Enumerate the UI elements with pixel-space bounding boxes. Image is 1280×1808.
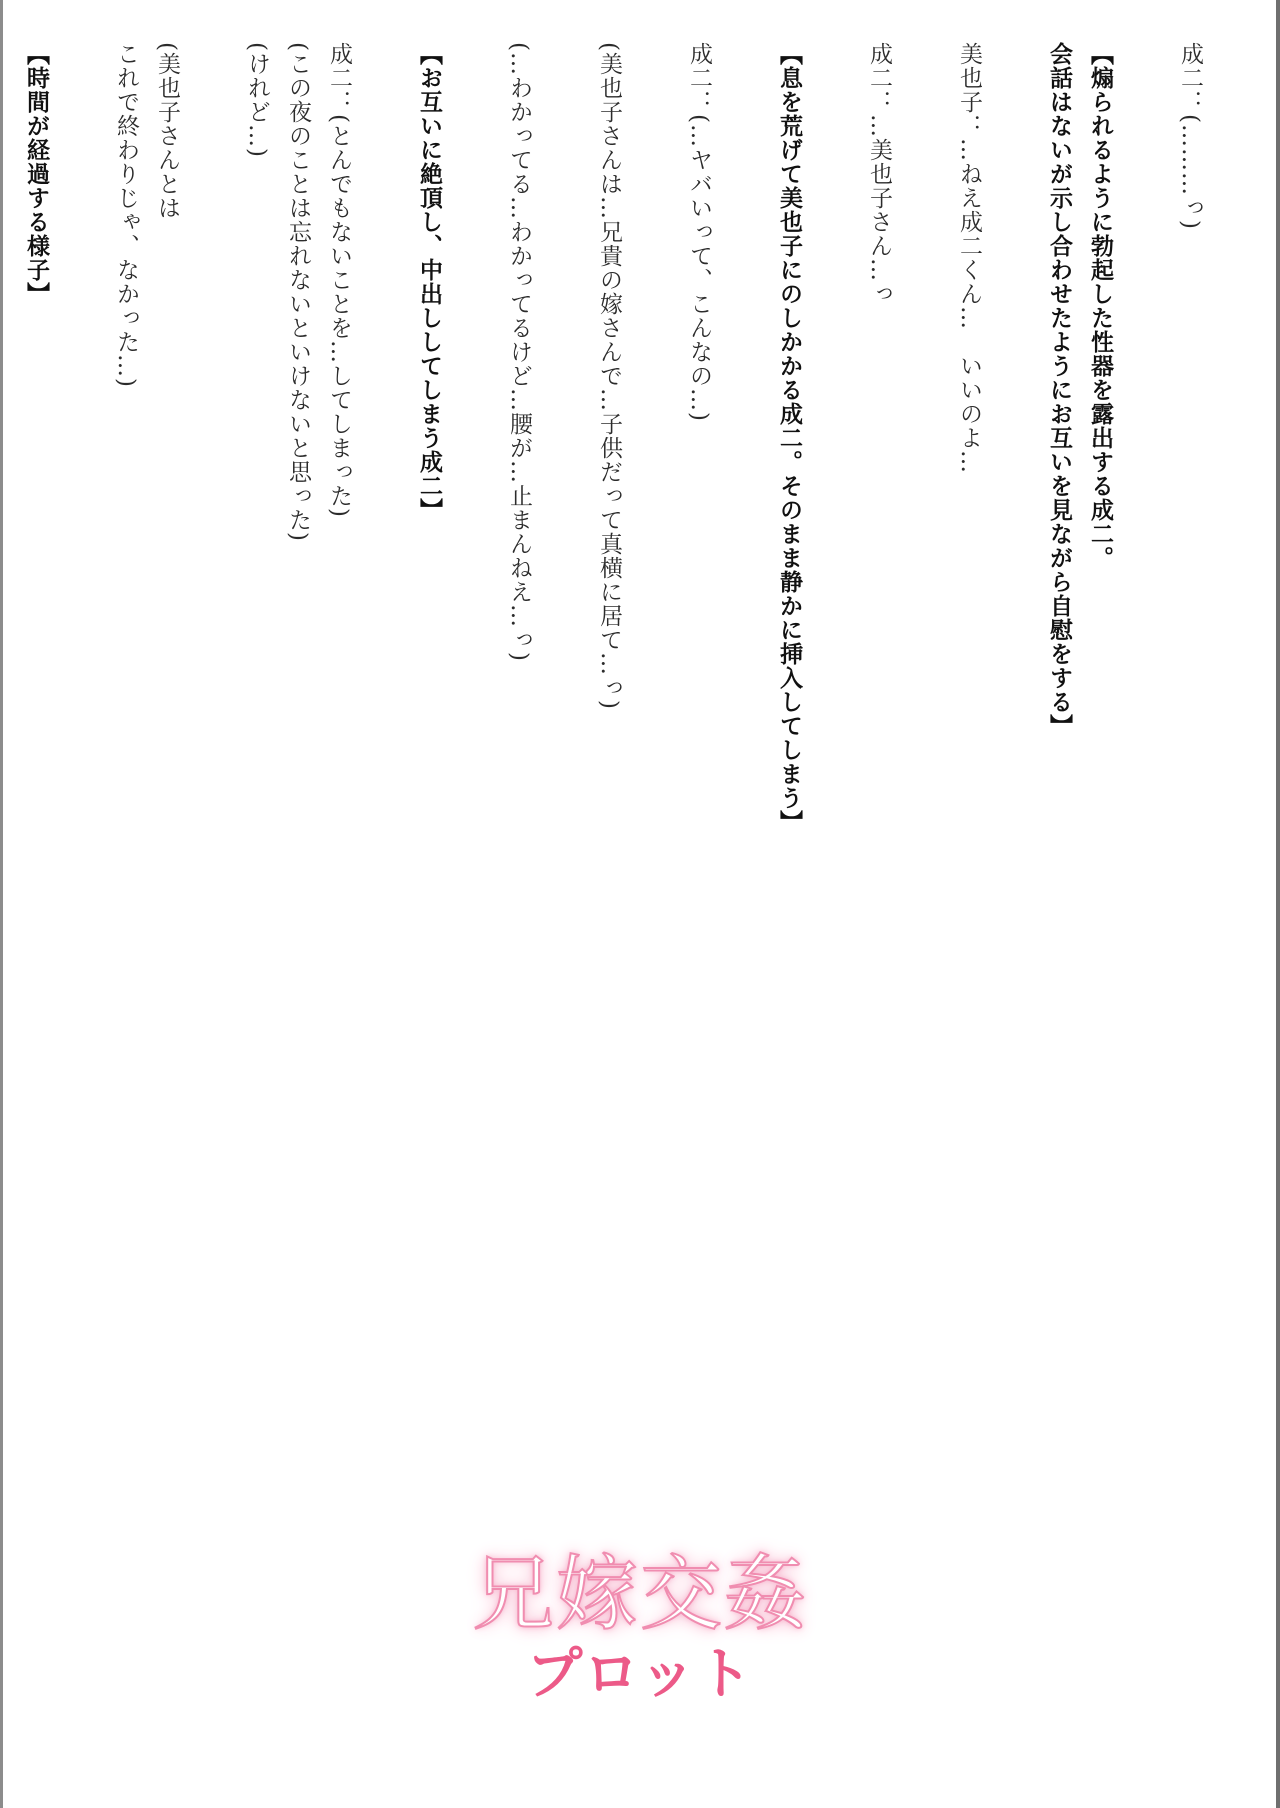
line-spacer: [56, 42, 105, 1432]
line-spacer: [719, 42, 768, 1432]
stage-direction: 【お互いに絶頂し、中出ししてしまう成二】: [416, 42, 442, 522]
dialogue-line: 成二：…美也子さん…っ: [866, 42, 892, 306]
line-spacer: [899, 42, 948, 1432]
dialogue-line: (けれど…): [244, 42, 270, 158]
dialogue-line: (…わかってる…わかってるけど…腰が…止まんねえ…っ): [506, 42, 532, 662]
line-spacer: [539, 42, 588, 1432]
line-spacer: [449, 42, 498, 1432]
dialogue-line: (この夜のことは忘れないといけないと思った): [285, 42, 311, 542]
plot-script: [23, 42, 1210, 1432]
line-spacer: [0, 42, 15, 1432]
dialogue-line: 成二：(…ヤバいって、こんなの…): [686, 42, 712, 422]
line-spacer: [809, 42, 858, 1432]
dialogue-line: 美也子：…ねえ成二くん… いいのよ…: [956, 42, 982, 474]
logo-title: 兄嫁交姦: [471, 1547, 808, 1642]
stage-direction: 【息を荒げて美也子にのしかかる成二。そのまま静かに挿入してしまう】: [776, 42, 802, 834]
dialogue-line: (美也子さんは…兄貴の嫁さんで…子供だって真横に居て…っ): [596, 42, 622, 710]
stage-direction: 会話はないが示し合わせたようにお互いを見ながら自慰をする】: [1046, 42, 1072, 738]
dialogue-line: 成二：(………っ): [1177, 42, 1203, 230]
title-logo: [450, 1545, 830, 1705]
line-spacer: [187, 42, 236, 1432]
line-spacer: [359, 42, 408, 1432]
line-spacer: [989, 42, 1038, 1432]
stage-direction: 【煽られるように勃起した性器を露出する成二。: [1087, 42, 1113, 570]
dialogue-line: 成二：(とんでもないことを…してしまった): [326, 42, 352, 518]
line-spacer: [1120, 42, 1169, 1432]
logo-subtitle: プロット: [526, 1642, 754, 1707]
line-spacer: [629, 42, 678, 1432]
stage-direction: 【時間が経過する様子】: [23, 42, 49, 306]
dialogue-line: これで終わりじゃ、なかった…): [113, 42, 139, 388]
dialogue-line: (美也子さんとは: [154, 42, 180, 220]
